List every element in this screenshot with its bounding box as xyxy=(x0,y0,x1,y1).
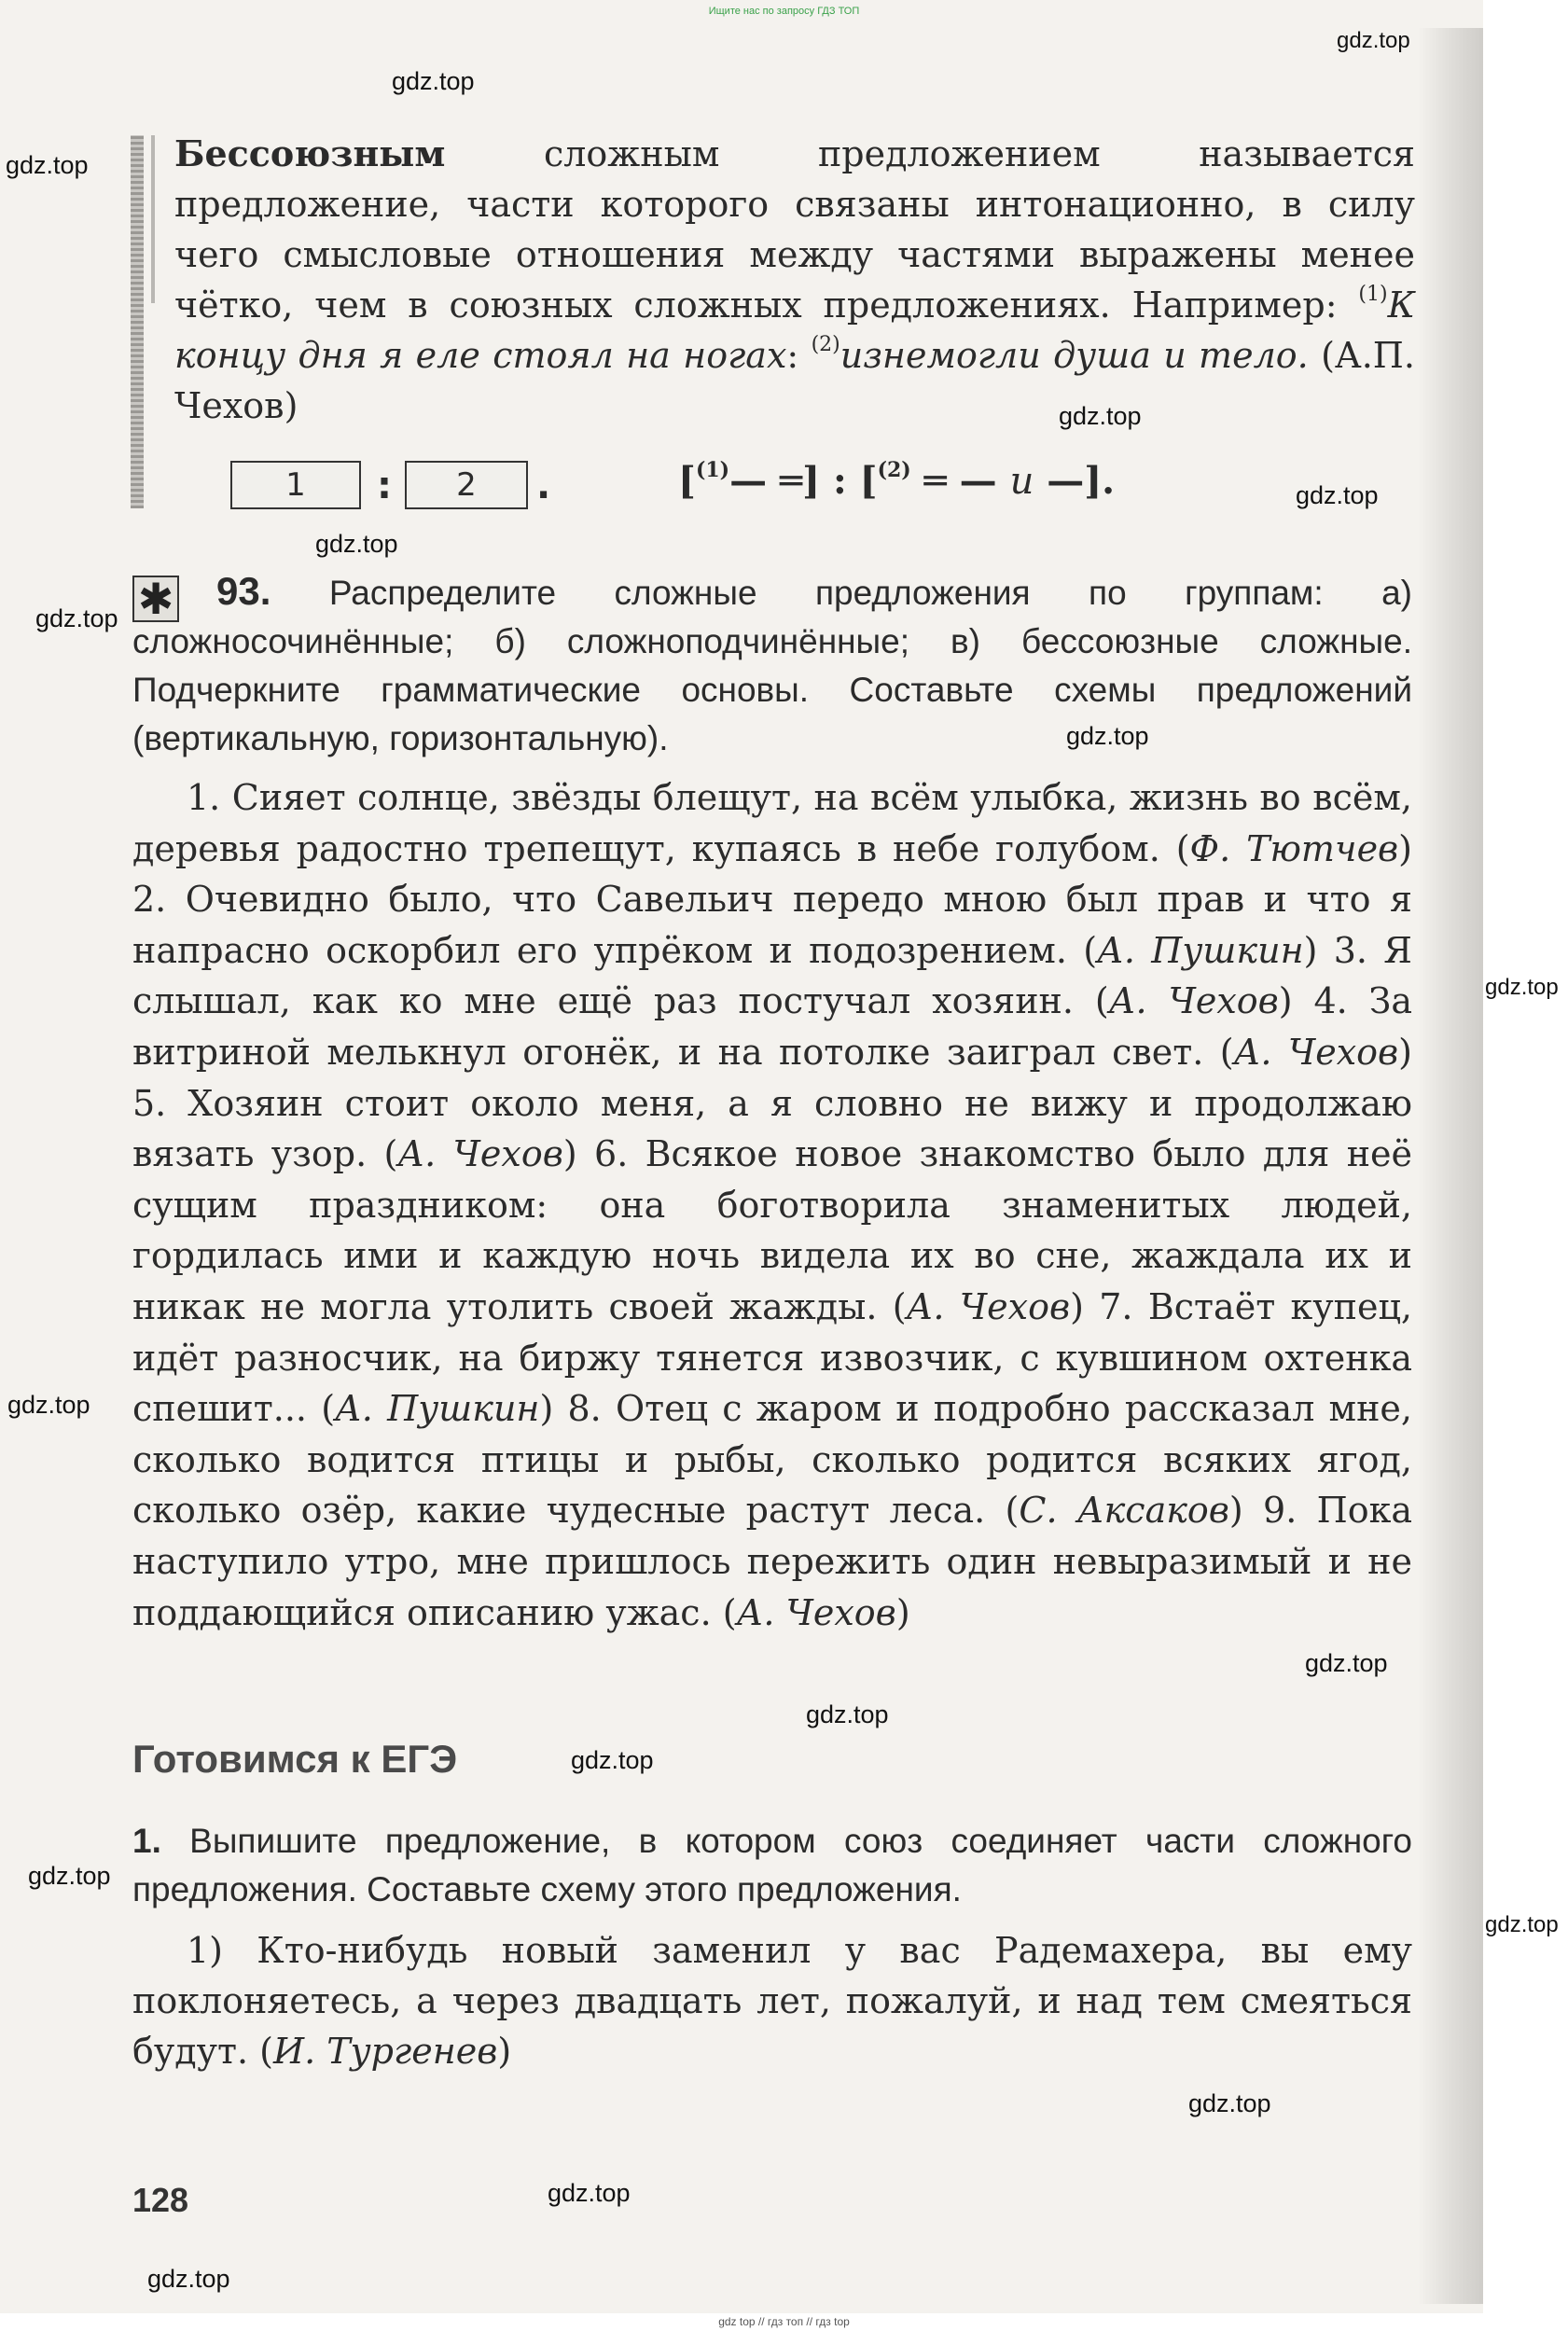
example-part-2: изнемогли душа и тело. xyxy=(840,335,1309,376)
ege-option xyxy=(132,1925,1412,2076)
sentence-4: 4. За витриной мелькнул огонёк, и на потолке заиграл свет. ( xyxy=(132,980,1412,1073)
ege-question-text: Выпишите предложение, в котором союз соединяет части сложного предложения. Составьте схему этого предложения. xyxy=(132,1822,1412,1908)
ege-option-author: И. Тургенев xyxy=(273,2031,498,2072)
formula-sup-1: (1) xyxy=(695,457,730,482)
footer-note: gdz top // гдз топ // гдз top xyxy=(718,2315,850,2328)
header-note: Ищите нас по запросу ГДЗ ТОП xyxy=(708,6,860,17)
sentence-1-author: Ф. Тютчев xyxy=(1189,827,1399,869)
sentence-8-close: ) xyxy=(1228,1490,1243,1532)
sentence-8-author: С. Аксаков xyxy=(1019,1490,1229,1532)
sentence-2: 2. Очевидно было, что Савельич передо мною был прав и что я напрасно оскорбил его упрёком и подозрением. ( xyxy=(132,879,1412,971)
example-author: (А.П. Чехов) xyxy=(174,335,1415,426)
sentence-8: 8. Отец с жаром и подробно рассказал мне, сколько водится птицы и рыбы, сколько родится всяких ягод, сколько озёр, какие чудесные растут леса. ( xyxy=(132,1388,1412,1532)
example-sup-2: (2) xyxy=(811,333,840,357)
theory-text: сложным предложением называется предложение, части которого связаны интонационно, в силу чего смысловые отношения между частями выражены менее чётко, чем в союзных сложных предложениях. Например: xyxy=(174,133,1415,326)
theory-definition xyxy=(174,129,1415,431)
ege-option-text: 1) Кто-нибудь новый заменил у вас Радемахера, вы ему поклоняетесь, а через двадцать лет, пожалуй, и над тем смеяться будут. ( xyxy=(132,1930,1412,2072)
formula-part-1: — ═] : [ xyxy=(729,459,878,503)
sentence-9-close: ) xyxy=(895,1591,910,1633)
page-shadow-edge xyxy=(1418,28,1483,2304)
asterisk-icon: ✱ xyxy=(132,576,179,622)
watermark: gdz.top xyxy=(6,151,89,179)
sentence-7-author: А. Пушкин xyxy=(335,1388,540,1430)
formula-end: —]. xyxy=(1034,459,1116,503)
sentence-scheme xyxy=(230,457,1443,517)
page-number: 128 xyxy=(132,2181,189,2219)
sentence-1: 1. Сияет солнце, звёзды блещут, на всём улыбка, жизнь во всём, деревья радостно трепещут, купаясь в небе голубом. ( xyxy=(132,777,1412,869)
example-colon: : xyxy=(786,335,812,376)
watermark: gdz.top xyxy=(7,1391,90,1419)
exercise-number: 93. xyxy=(216,569,271,613)
scheme-colon: : xyxy=(377,465,392,507)
ege-option-close: ) xyxy=(497,2031,512,2072)
sentence-9-author: А. Чехов xyxy=(736,1591,896,1633)
exercise-instruction xyxy=(132,567,1412,763)
watermark: gdz.top xyxy=(548,2179,631,2207)
sentence-4-author: А. Чехов xyxy=(1233,1031,1399,1073)
sentence-2-author: А. Пушкин xyxy=(1097,929,1304,971)
watermark: gdz.top xyxy=(315,530,398,558)
watermark: gdz.top xyxy=(1188,2089,1271,2117)
watermark: gdz.top xyxy=(1059,402,1142,430)
theory-margin-bar xyxy=(131,135,144,508)
watermark: gdz.top xyxy=(1296,481,1379,509)
sentence-2-close: ) xyxy=(1303,929,1318,971)
watermark: gdz.top xyxy=(1305,1649,1388,1677)
example-sup-1: (1) xyxy=(1358,283,1388,307)
theory-margin-bar-inner xyxy=(151,135,155,303)
watermark: gdz.top xyxy=(806,1700,889,1728)
watermark: gdz.top xyxy=(28,1862,111,1890)
sentence-4-close: ) xyxy=(1398,1031,1412,1073)
sentence-7-close: ) xyxy=(539,1388,554,1430)
sentence-5-author: А. Чехов xyxy=(397,1133,563,1175)
sentence-3-close: ) xyxy=(1278,980,1293,1022)
watermark: gdz.top xyxy=(1485,1912,1559,1937)
watermark: gdz.top xyxy=(1485,975,1559,1000)
scheme-period: . xyxy=(536,465,551,507)
watermark: gdz.top xyxy=(35,604,118,632)
exercise-task-text: Распределите сложные предложения по группам: а) сложносочинённые; б) сложноподчинённые; в) бессоюзные сложные. Подчеркните грамматические основы. Составьте схемы предложений (вертикальную, горизонтальную). xyxy=(132,574,1412,757)
scheme-box-1: 1 xyxy=(230,461,361,509)
example-part-1: К концу дня я еле стоял на ногах xyxy=(174,284,1415,376)
sentence-6-author: А. Чехов xyxy=(906,1285,1071,1327)
theory-term: Бессоюзным xyxy=(174,132,446,174)
sentence-5-close: ) xyxy=(562,1133,577,1175)
section-title-ege: Готовимся к ЕГЭ xyxy=(132,1737,458,1781)
sentence-3-author: А. Чехов xyxy=(1108,980,1279,1022)
ege-question xyxy=(132,1817,1412,1914)
watermark: gdz.top xyxy=(392,67,475,95)
sentence-9: 9. Пока наступило утро, мне пришлось пережить один невыразимый и не поддающийся описанию ужас. ( xyxy=(132,1490,1412,1633)
exercise-sentences xyxy=(132,772,1412,1638)
sentence-3: 3. Я слышал, как ко мне ещё раз постучал хозяин. ( xyxy=(132,929,1412,1022)
formula-and: и xyxy=(1009,460,1034,503)
scheme-formula xyxy=(678,459,1115,503)
formula-bracket: [ xyxy=(678,459,696,503)
sentence-7: 7. Встаёт купец, идёт разносчик, на биржу тянется извозчик, с кувшином охтенка спешит... ( xyxy=(132,1285,1412,1430)
sentence-6-close: ) xyxy=(1070,1285,1084,1327)
ege-question-number: 1. xyxy=(132,1822,161,1860)
sentence-6: 6. Всякое новое знакомство было для неё сущим праздником: она боготворила знаменитых людей, гордилась ими и каждую ночь видела их во сне, жаждала их и никак не могла утолить своей жажды. ( xyxy=(132,1133,1413,1327)
watermark: gdz.top xyxy=(1066,722,1149,750)
formula-part-2: ═ — xyxy=(910,459,1010,503)
watermark: gdz.top xyxy=(1337,28,1410,53)
watermark: gdz.top xyxy=(571,1746,654,1774)
sentence-1-close: ) xyxy=(1398,827,1412,869)
sentence-5: 5. Хозяин стоит около меня, а я словно не вижу и продолжаю вязать узор. ( xyxy=(132,1082,1412,1175)
formula-sup-2: (2) xyxy=(877,457,911,482)
scheme-box-2: 2 xyxy=(405,461,528,509)
watermark: gdz.top xyxy=(147,2265,230,2293)
